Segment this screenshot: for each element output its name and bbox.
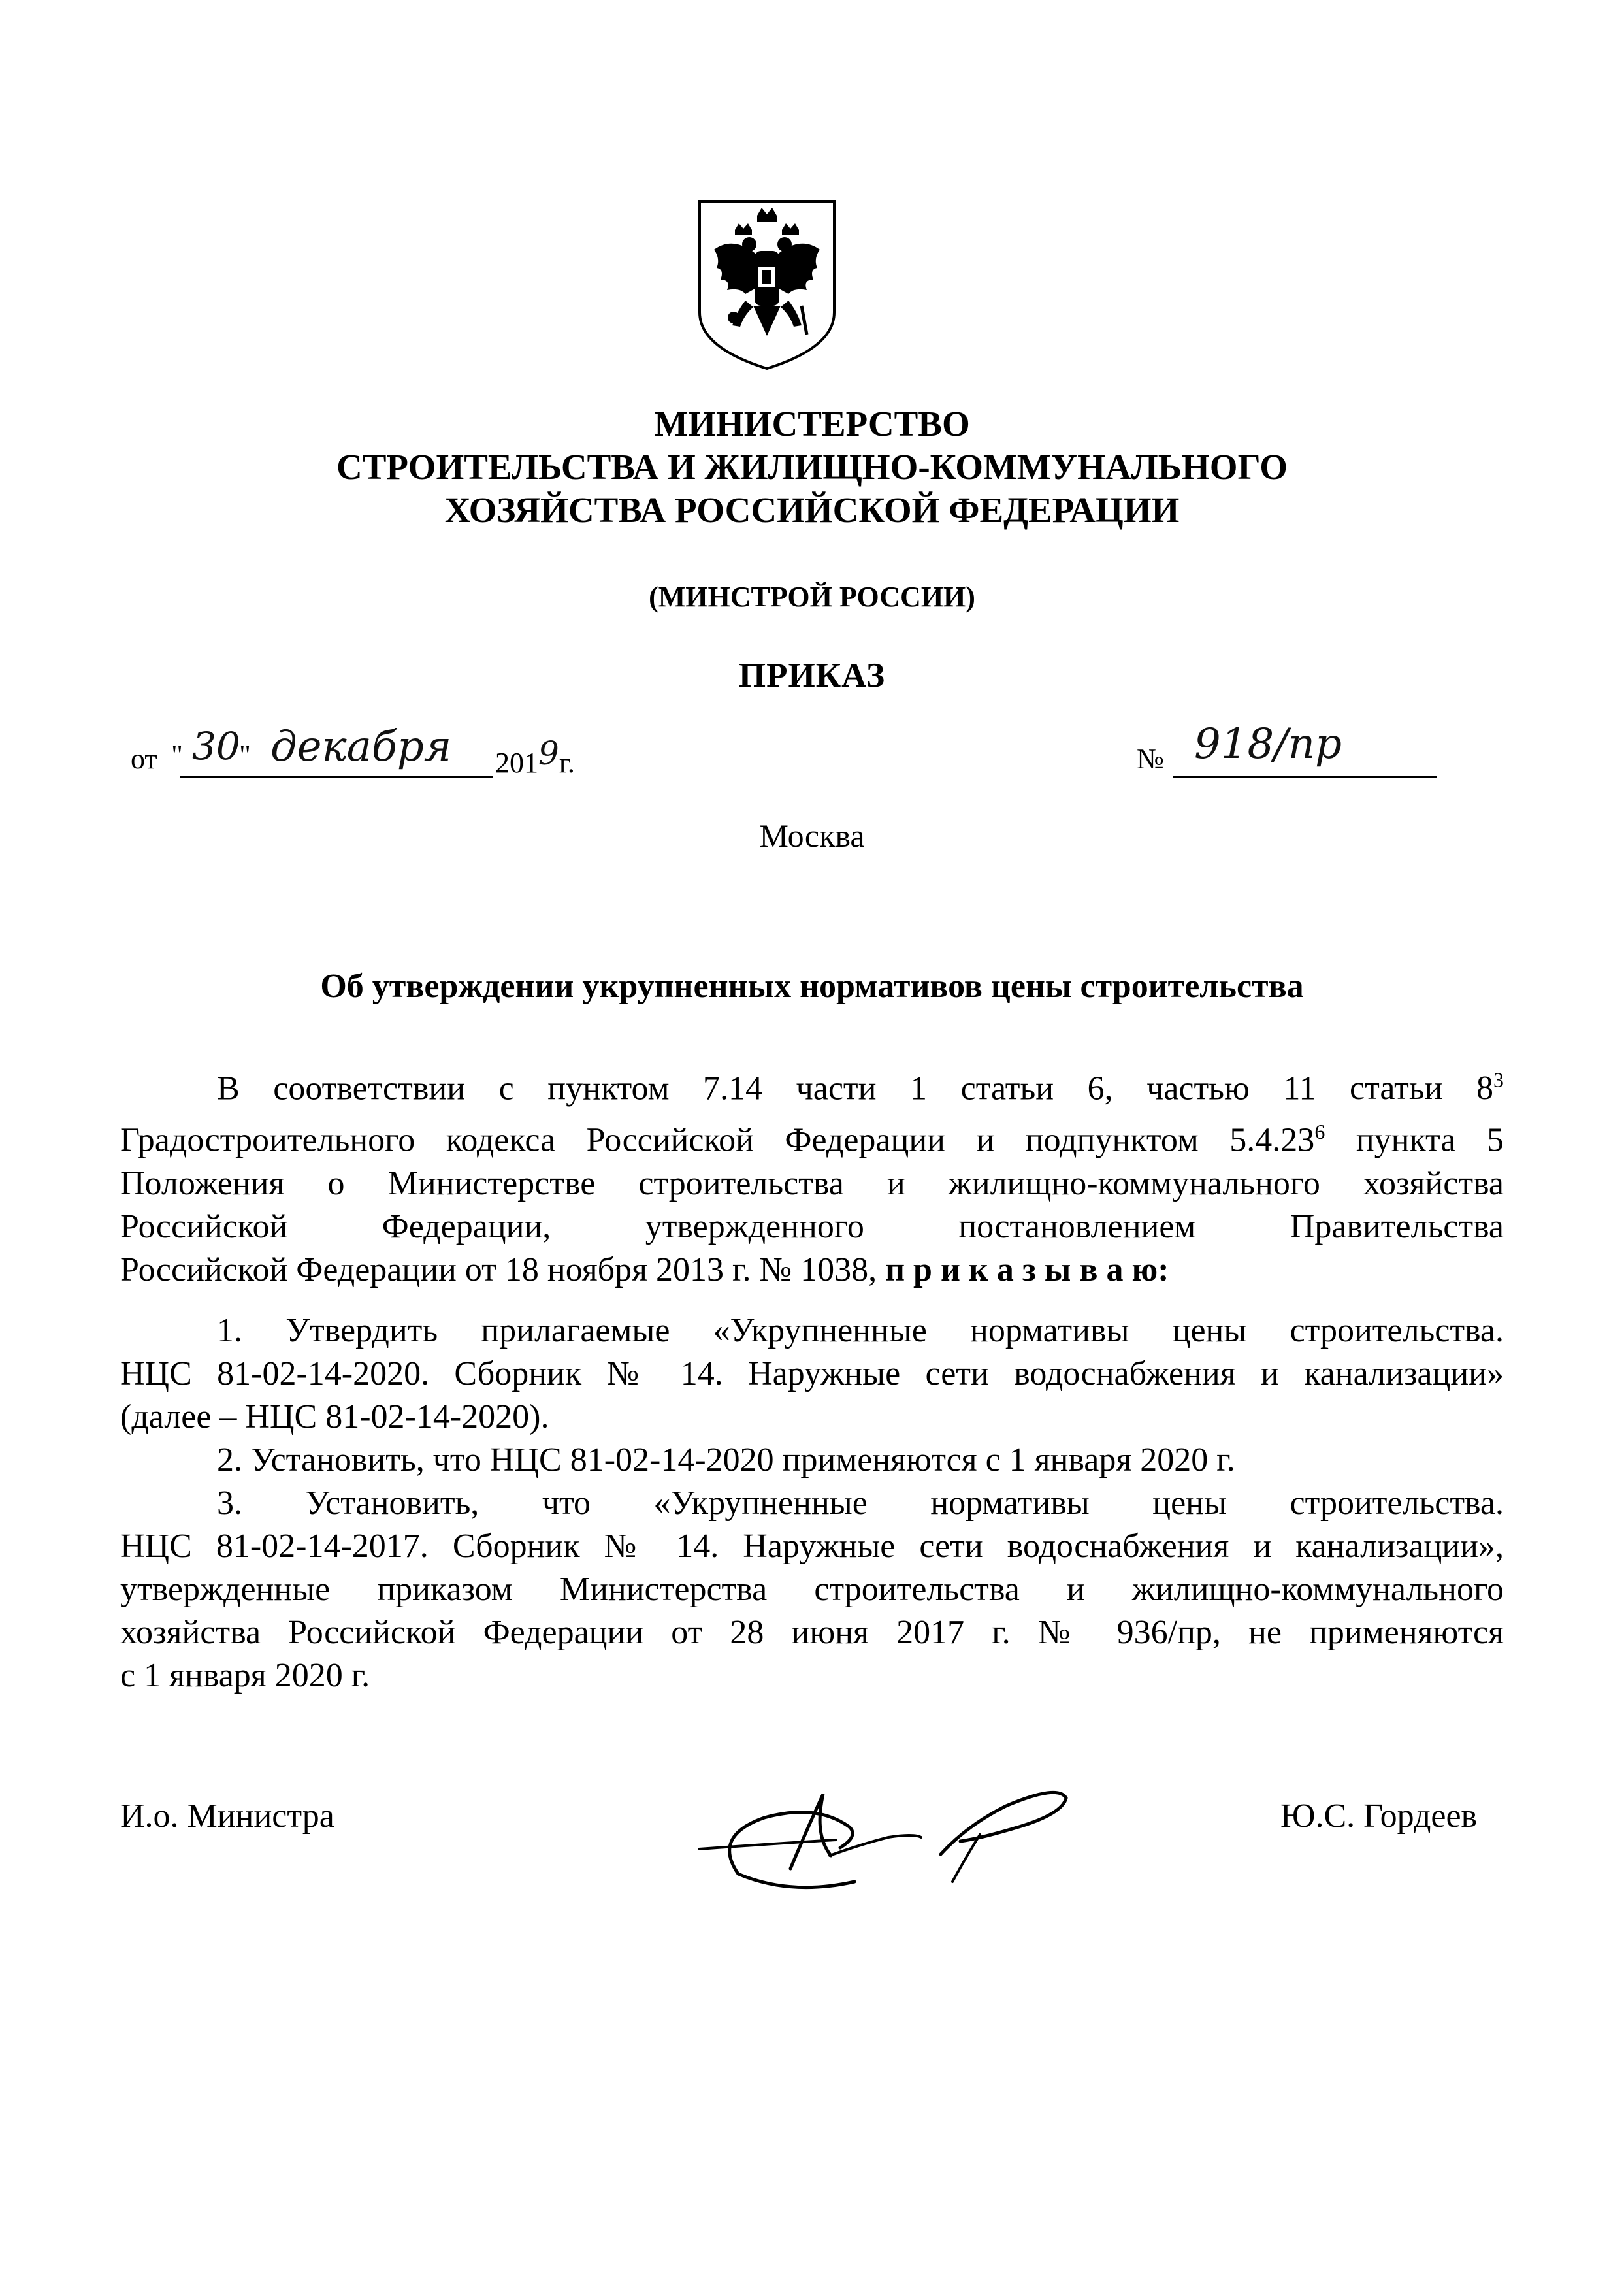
ministry-line-3: ХОЗЯЙСТВА РОССИЙСКОЙ ФЕДЕРАЦИИ	[444, 490, 1180, 530]
date-month-handwritten: декабря	[270, 723, 452, 771]
date-day-handwritten: 30	[192, 724, 240, 768]
number-label: №	[1137, 743, 1164, 775]
order-date	[131, 724, 614, 802]
order-title: Об утверждении укрупненных нормативов цены строительства	[320, 968, 1304, 1005]
preamble-line-1: В соответствии с пунктом 7.14 части 1 статьи 6, частью 11 статьи $8^3$	[217, 1068, 1504, 1107]
preamble-line-5: Российской Федерации от 18 ноября 2013 г. № 1038, п р и к а з ы в а ю:	[120, 1251, 1169, 1288]
ministry-short-name: (МИНСТРОЙ РОССИИ)	[649, 581, 975, 613]
item-3-line-4: хозяйства Российской Федерации от 28 июня 2017 г. № 936/пр, не применяются	[120, 1614, 1504, 1651]
date-quote-close: "	[239, 739, 251, 771]
date-underline	[180, 776, 493, 778]
signatory-name: Ю.С. Гордеев	[1280, 1797, 1478, 1835]
handwritten-signature-icon	[692, 1758, 1097, 1921]
item-1-line-2: НЦС 81-02-14-2020. Сборник № 14. Наружные сети водоснабжения и канализации»	[120, 1355, 1504, 1392]
preamble-line-4: Российской Федерации, утвержденного постановлением Правительства	[120, 1207, 1504, 1245]
date-year: 2019г.	[495, 734, 575, 779]
ministry-line-1: МИНИСТЕРСТВО	[654, 404, 970, 444]
document-type: ПРИКАЗ	[738, 657, 886, 695]
coat-of-arms	[694, 196, 839, 372]
preamble-line-3: Положения о Министерстве строительства и жилищно-коммунального хозяйства	[120, 1164, 1504, 1202]
signatory-position: И.о. Министра	[120, 1797, 334, 1835]
preamble	[120, 1058, 1504, 1292]
item-3-line-5: с 1 января 2020 г.	[120, 1657, 370, 1694]
city: Москва	[759, 817, 865, 854]
item-1-line-1: 1. Утвердить прилагаемые «Укрупненные нормативы цены строительства.	[217, 1312, 1504, 1349]
item-1-line-3: (далее – НЦС 81-02-14-2020).	[120, 1398, 549, 1435]
date-year-digit-handwritten: 9	[538, 734, 559, 772]
ministry-name	[0, 402, 1624, 532]
order-number	[1137, 720, 1437, 802]
number-underline	[1173, 776, 1437, 778]
preamble-line-2: Градостроительного кодекса Российской Федерации и подпунктом 5.4.23$^6$ пункта 5	[120, 1120, 1504, 1159]
russian-coat-of-arms-icon	[694, 196, 839, 372]
date-prefix: от	[131, 743, 157, 775]
item-2: 2. Установить, что НЦС 81-02-14-2020 применяются с 1 января 2020 г.	[217, 1441, 1235, 1479]
number-handwritten: 918/пр	[1194, 720, 1342, 768]
item-3-line-1: 3. Установить, что «Укрупненные нормативы цены строительства.	[217, 1484, 1504, 1522]
signature	[692, 1758, 1097, 1921]
order-items	[120, 1309, 1504, 1697]
date-quote-open: "	[171, 739, 183, 771]
item-3-line-2: НЦС 81-02-14-2017. Сборник № 14. Наружные сети водоснабжения и канализации»,	[120, 1528, 1504, 1565]
ministry-line-2: СТРОИТЕЛЬСТВА И ЖИЛИЩНО-КОММУНАЛЬНОГО	[336, 447, 1288, 487]
command-word: п р и к а з ы в а ю:	[885, 1251, 1169, 1288]
item-3-line-3: утвержденные приказом Министерства строительства и жилищно-коммунального	[120, 1571, 1504, 1608]
